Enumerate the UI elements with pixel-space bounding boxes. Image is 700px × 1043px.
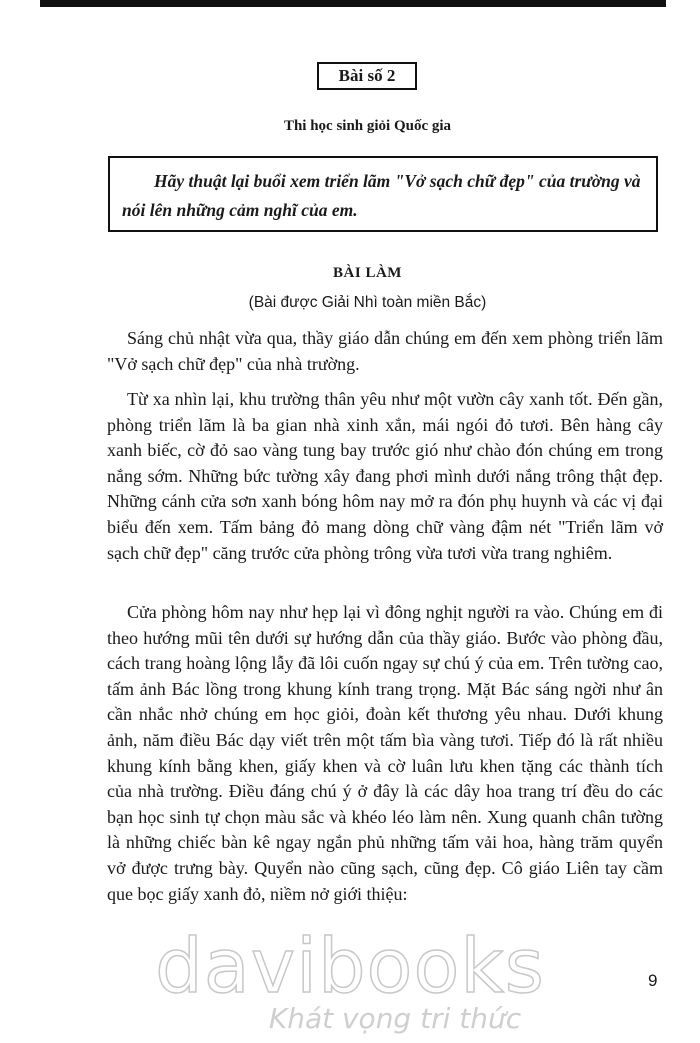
paragraph-text: Cửa phòng hôm nay như hẹp lại vì đông nghịt người ra vào. Chúng em đi theo hướng mũi tên dưới sự hướng dẫn của thầy giáo. Bước vào phòng đầu, cách trang hoàng lộng lẫy đã lôi cuốn ngay sự chú ý của em. Trên tường cao, tấm ảnh Bác lồng trong khung kính trang trọng. Mặt Bác sáng ngời như ân cần nhắc nhở chúng em học giỏi, đoàn kết thương yêu nhau. Dưới khung ảnh, năm điều Bác dạy viết trên một tấm bìa vàng tươi. Tiếp đó là rất nhiều khung kính bằng khen, giấy khen và cờ luân lưu khen tặng các thành tích của nhà trường. Điều đáng chú ý ở đây là các dây hoa trang trí đều do các bạn học sinh tự chọn màu sắc và khéo léo làm nên. Xung quanh chân tường là những chiếc bàn kê ngay ngắn phủ những tấm vải hoa, hàng trăm quyển vở được trưng bày. Quyển nào cũng sạch, cũng đẹp. Cô giáo Liên tay cầm que bọc giấy xanh đỏ, niềm nở giới thiệu: bbox=[107, 602, 663, 904]
watermark-slogan: Khát vọng tri thức bbox=[268, 1002, 522, 1035]
paragraph-text: Sáng chủ nhật vừa qua, thầy giáo dẫn chúng em đến xem phòng triển lãm "Vở sạch chữ đẹp" của nhà trường. bbox=[107, 328, 663, 374]
answer-paragraph-1 bbox=[107, 326, 663, 377]
paragraph-text: Từ xa nhìn lại, khu trường thân yêu như một vườn cây xanh tốt. Đến gần, phòng triển lãm là ba gian nhà xinh xắn, mái ngói đỏ tươi. Bên hàng cây xanh biếc, cờ đỏ sao vàng tung bay trước gió như chào đón chúng em trong nắng sớm. Những bức tường xây đang phơi mình dưới nắng trông thật đẹp. Những cánh cửa sơn xanh bóng hôm nay mở ra đón phụ huynh và các vị đại biểu đến xem. Tấm bảng đỏ mang dòng chữ vàng đậm nét "Triển lãm vở sạch chữ đẹp" căng trước cửa phòng trông vừa tươi vừa trang nghiêm. bbox=[107, 389, 663, 563]
answer-heading: BÀI LÀM bbox=[333, 265, 402, 281]
watermark-brand: davibooks bbox=[155, 922, 545, 1010]
page-number: 9 bbox=[648, 971, 658, 990]
exercise-title: Bài số 2 bbox=[317, 62, 417, 90]
top-rule bbox=[40, 0, 666, 7]
answer-paragraph-2 bbox=[107, 387, 663, 566]
competition-label: Thi học sinh giỏi Quốc gia bbox=[283, 118, 452, 134]
exercise-prompt: Hãy thuật lại buổi xem triển lãm "Vở sạch chữ đẹp" của trường và nói lên những cảm nghĩ của em. bbox=[108, 156, 658, 232]
answer-paragraph-3 bbox=[107, 600, 663, 907]
award-note: (Bài được Giải Nhì toàn miền Bắc) bbox=[248, 294, 487, 311]
